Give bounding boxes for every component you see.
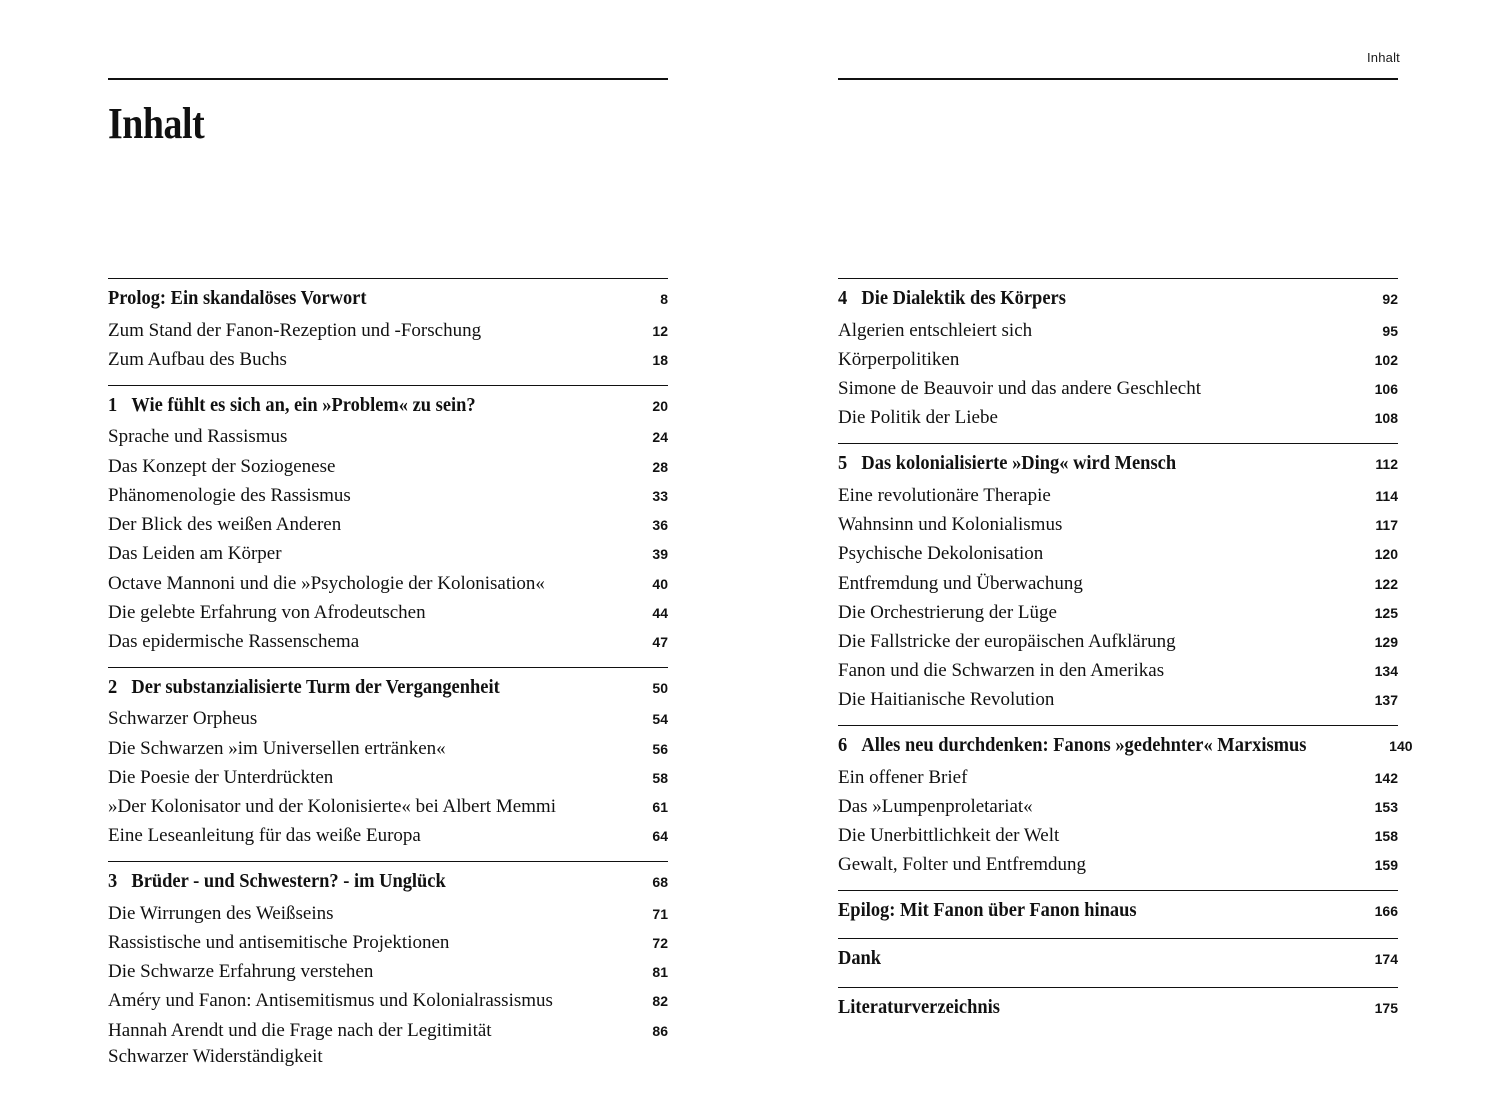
- group-rule: [838, 890, 1398, 891]
- toc-entry-title: Das Konzept der Soziogenese: [108, 455, 336, 477]
- toc-entry-row[interactable]: [108, 987, 668, 1016]
- toc-entry-title: Octave Mannoni und die »Psychologie der Kolonisation«: [108, 572, 545, 594]
- toc-chapter-row[interactable]: [838, 944, 1398, 976]
- toc-entry-page-number: 125: [1374, 604, 1398, 621]
- toc-chapter-number: 6: [838, 734, 848, 757]
- toc-entry-label: [838, 687, 1356, 713]
- toc-group: [108, 385, 668, 657]
- toc-entry-label: [108, 571, 626, 597]
- toc-chapter-label: [838, 945, 1304, 971]
- toc-chapter-label: [838, 994, 1304, 1020]
- toc-entry-label: [838, 483, 1356, 509]
- group-rule: [108, 861, 668, 862]
- toc-chapter-label: [838, 450, 1304, 476]
- toc-entry-label: [108, 541, 626, 567]
- toc-chapter-row[interactable]: [108, 284, 668, 316]
- toc-entry-row[interactable]: [108, 569, 668, 598]
- toc-entry-label: [838, 405, 1356, 431]
- group-rule: [838, 987, 1398, 988]
- toc-entry-page-number: 40: [652, 575, 668, 592]
- toc-entry-title: Das epidermische Rassenschema: [108, 630, 360, 652]
- toc-entry-page-number: 129: [1374, 633, 1398, 650]
- toc-entry-label: [108, 988, 626, 1014]
- toc-chapter-row[interactable]: [838, 896, 1398, 928]
- toc-entry-label: [108, 600, 626, 626]
- toc-entry-title: Die Schwarzen »im Universellen ertränken«: [108, 737, 446, 759]
- toc-entry-page-number: 47: [652, 633, 668, 650]
- toc-chapter-label: [838, 732, 1317, 758]
- toc-chapter-title: Literaturverzeichnis: [838, 995, 1000, 1018]
- header-rule-right: [838, 78, 1398, 80]
- toc-entry-title: Das Leiden am Körper: [108, 543, 282, 565]
- toc-entry-label: [108, 930, 626, 956]
- toc-group: [108, 861, 668, 1072]
- group-rule: [108, 385, 668, 386]
- toc-entry-label: [108, 318, 626, 344]
- toc-entry-label: [108, 765, 626, 791]
- toc-chapter-row[interactable]: [108, 867, 668, 899]
- toc-entry-row[interactable]: [108, 734, 668, 763]
- toc-entry-label: [838, 600, 1356, 626]
- running-head: Inhalt: [1366, 50, 1400, 65]
- group-rule: [108, 667, 668, 668]
- toc-chapter-title: Das kolonialisierte »Ding« wird Mensch: [861, 452, 1177, 475]
- toc-entry-title: Die Poesie der Unterdrückten: [108, 766, 334, 788]
- toc-entry-title: Zum Stand der Fanon-Rezeption und -Forschung: [108, 319, 482, 341]
- toc-entry-label: [838, 347, 1356, 373]
- toc-entry-row[interactable]: [838, 481, 1398, 510]
- toc-entry-title: Rassistische und antisemitische Projektionen: [108, 931, 450, 953]
- toc-chapter-number: 5: [838, 452, 848, 475]
- toc-entry-row[interactable]: [108, 627, 668, 656]
- toc-entry-title: Eine revolutionäre Therapie: [838, 484, 1051, 506]
- toc-entry-title: Das »Lumpenproletariat«: [838, 796, 1033, 818]
- toc-entry-page-number: 12: [652, 322, 668, 339]
- toc-chapter-label: [108, 392, 574, 418]
- toc-entry-label: [108, 736, 626, 762]
- toc-entry-page-number: 71: [652, 905, 668, 922]
- toc-group: [838, 987, 1398, 1025]
- toc-entry-label: [108, 823, 626, 849]
- toc-entry-page-number: 117: [1375, 517, 1398, 534]
- toc-entry-label: [108, 794, 626, 820]
- toc-entry-row[interactable]: [838, 627, 1398, 656]
- toc-chapter-page-number: 20: [652, 397, 668, 414]
- toc-entry-label: [108, 454, 626, 480]
- toc-entry-title: Schwarzer Orpheus: [108, 708, 258, 730]
- group-rule: [838, 443, 1398, 444]
- toc-entry-label: [838, 571, 1356, 597]
- toc-entry-label: [108, 483, 626, 509]
- toc-entry-row[interactable]: [838, 569, 1398, 598]
- toc-entry-title: Gewalt, Folter und Entfremdung: [838, 854, 1087, 876]
- toc-entry-row[interactable]: [838, 404, 1398, 433]
- toc-chapter-label: [838, 897, 1304, 923]
- toc-entry-page-number: 102: [1374, 351, 1398, 368]
- toc-entry-label: [838, 765, 1356, 791]
- toc-entry-page-number: 56: [652, 740, 668, 757]
- toc-entry-title: Wahnsinn und Kolonialismus: [838, 514, 1063, 536]
- toc-entry-row[interactable]: [108, 423, 668, 452]
- toc-entry-row[interactable]: [108, 822, 668, 851]
- toc-entry-page-number: 86: [652, 1022, 668, 1039]
- toc-entry-row[interactable]: [108, 763, 668, 792]
- toc-entry-title: Eine Leseanleitung für das weiße Europa: [108, 825, 421, 847]
- toc-entry-page-number: 153: [1374, 799, 1398, 816]
- toc-entry-row[interactable]: [108, 511, 668, 540]
- toc-entry-label: [108, 347, 626, 373]
- toc-entry-page-number: 158: [1374, 828, 1398, 845]
- toc-entry-row[interactable]: [838, 763, 1398, 792]
- toc-entry-page-number: 24: [652, 429, 668, 446]
- toc-group: [108, 667, 668, 851]
- toc-entry-row[interactable]: [838, 822, 1398, 851]
- toc-entry-label: [838, 629, 1356, 655]
- toc-entry-page-number: 36: [652, 517, 668, 534]
- toc-group: [838, 725, 1413, 880]
- toc-entry-row[interactable]: [838, 598, 1398, 627]
- toc-entry-row[interactable]: [108, 793, 668, 822]
- toc-chapter-row[interactable]: [838, 449, 1398, 481]
- toc-chapter-title: Der substanzialisierte Turm der Vergangenheit: [131, 675, 500, 698]
- toc-entry-label: [838, 376, 1356, 402]
- toc-chapter-row[interactable]: [838, 731, 1413, 763]
- toc-entry-title: Die Orchestrierung der Lüge: [838, 601, 1057, 623]
- toc-entry-page-number: 159: [1374, 857, 1398, 874]
- toc-entry-title: Algerien entschleiert sich: [838, 319, 1033, 341]
- toc-chapter-page-number: 92: [1382, 291, 1398, 307]
- toc-entry-page-number: 81: [652, 964, 668, 981]
- toc-entry-label: [108, 629, 626, 655]
- toc-entry-row[interactable]: [108, 481, 668, 510]
- toc-chapter-title: Prolog: Ein skandalöses Vorwort: [108, 287, 367, 309]
- toc-entry-row[interactable]: [838, 316, 1398, 345]
- toc-chapter-page-number: 166: [1374, 903, 1398, 920]
- toc-entry-title: Der Blick des weißen Anderen: [108, 514, 342, 536]
- toc-entry-label: [838, 852, 1356, 878]
- group-rule: [838, 278, 1398, 279]
- toc-entry-row[interactable]: [838, 793, 1398, 822]
- toc-chapter-label: [108, 868, 574, 894]
- toc-entry-page-number: 82: [652, 993, 668, 1010]
- toc-entry-page-number: 28: [652, 458, 668, 475]
- toc-entry-row[interactable]: [108, 899, 668, 928]
- toc-entry-label: [108, 901, 626, 927]
- toc-entry-title: Die Politik der Liebe: [838, 407, 998, 429]
- toc-entry-label: [838, 794, 1356, 820]
- toc-entry-title: Die Unerbittlichkeit der Welt: [838, 825, 1060, 847]
- toc-chapter-title: Brüder - und Schwestern? - im Unglück: [131, 869, 446, 892]
- toc-entry-title-line2: Schwarzer Widerständigkeit: [108, 1045, 323, 1067]
- toc-entry-page-number: 137: [1374, 692, 1398, 709]
- toc-group: [838, 890, 1398, 928]
- toc-chapter-page-number: 68: [652, 873, 668, 890]
- toc-entry-row[interactable]: [108, 452, 668, 481]
- toc-entry-row[interactable]: [838, 345, 1398, 374]
- toc-chapter-page-number: 175: [1374, 999, 1398, 1016]
- toc-entry-title: Simone de Beauvoir und das andere Geschlecht: [838, 378, 1201, 400]
- toc-entry-title: Die Wirrungen des Weißseins: [108, 902, 334, 924]
- toc-entry-label: [838, 823, 1356, 849]
- toc-group: [838, 938, 1398, 976]
- toc-entry-title: Die Schwarze Erfahrung verstehen: [108, 961, 374, 983]
- toc-chapter-label: [108, 674, 574, 700]
- page-title: Inhalt: [108, 99, 205, 148]
- toc-entry-row[interactable]: [108, 316, 668, 345]
- toc-entry-page-number: 61: [652, 799, 668, 816]
- toc-entry-page-number: 39: [652, 546, 668, 563]
- toc-entry-label: [838, 318, 1356, 344]
- toc-entry-page-number: 106: [1374, 381, 1398, 398]
- toc-entry-row[interactable]: [838, 540, 1398, 569]
- toc-entry-row[interactable]: [108, 540, 668, 569]
- toc-entry-page-number: 95: [1382, 322, 1398, 339]
- toc-entry-page-number: 58: [652, 769, 668, 786]
- toc-chapter-label: [108, 285, 574, 311]
- toc-chapter-title: Wie fühlt es sich an, ein »Problem« zu sein?: [131, 393, 476, 416]
- group-rule: [108, 278, 668, 279]
- group-rule: [838, 725, 1398, 726]
- toc-chapter-row[interactable]: [108, 673, 668, 705]
- toc-entry-row[interactable]: [838, 851, 1398, 880]
- toc-entry-title: Zum Aufbau des Buchs: [108, 348, 287, 370]
- toc-entry-row[interactable]: [838, 686, 1398, 715]
- toc-entry-title: Die gelebte Erfahrung von Afrodeutschen: [108, 601, 426, 623]
- toc-entry-label: [838, 658, 1356, 684]
- toc-column-left: [108, 278, 668, 1082]
- toc-entry-title: Ein offener Brief: [838, 766, 968, 788]
- toc-entry-label: [108, 706, 626, 732]
- toc-group: [108, 278, 668, 375]
- toc-entry-label: [838, 512, 1356, 538]
- toc-chapter-row[interactable]: [838, 284, 1398, 316]
- toc-entry-row[interactable]: [838, 511, 1398, 540]
- toc-entry-page-number: 108: [1374, 410, 1398, 427]
- toc-chapter-page-number: 50: [652, 679, 668, 696]
- toc-chapter-number: 3: [108, 869, 118, 892]
- toc-entry-label: [838, 541, 1356, 567]
- toc-column-right: [838, 278, 1413, 1035]
- right-page-header: [838, 78, 1398, 80]
- toc-chapter-title: Die Dialektik des Körpers: [861, 287, 1066, 309]
- toc-chapter-title: Alles neu durchdenken: Fanons »gedehnter« Marxismus: [861, 734, 1307, 757]
- toc-chapter-title: Epilog: Mit Fanon über Fanon hinaus: [838, 899, 1137, 922]
- toc-entry-label: [108, 1018, 626, 1070]
- toc-chapter-page-number: 112: [1375, 456, 1398, 473]
- toc-entry-title: Sprache und Rassismus: [108, 426, 288, 448]
- toc-entry-page-number: 142: [1374, 769, 1398, 786]
- toc-entry-page-number: 18: [652, 351, 668, 368]
- toc-entry-label: [108, 424, 626, 450]
- toc-entry-row[interactable]: [838, 657, 1398, 686]
- toc-entry-page-number: 64: [652, 828, 668, 845]
- toc-entry-title: Die Fallstricke der europäischen Aufklärung: [838, 630, 1176, 652]
- toc-entry-title: Améry und Fanon: Antisemitismus und Kolonialrassismus: [108, 990, 553, 1012]
- toc-entry-title: Fanon und die Schwarzen in den Amerikas: [838, 660, 1165, 682]
- group-rule: [838, 938, 1398, 939]
- toc-entry-page-number: 114: [1375, 487, 1398, 504]
- toc-chapter-number: 1: [108, 393, 118, 416]
- toc-entry-page-number: 44: [652, 604, 668, 621]
- toc-chapter-number: 4: [838, 287, 848, 309]
- toc-entry-row[interactable]: [108, 345, 668, 374]
- toc-entry-page-number: 134: [1374, 663, 1398, 680]
- toc-group: [838, 443, 1398, 715]
- toc-entry-title: Psychische Dekolonisation: [838, 543, 1044, 565]
- toc-entry-page-number: 33: [652, 487, 668, 504]
- toc-entry-title: »Der Kolonisator und der Kolonisierte« bei Albert Memmi: [108, 796, 556, 818]
- toc-chapter-page-number: 174: [1374, 951, 1398, 968]
- toc-entry-label: [108, 512, 626, 538]
- toc-entry-page-number: 72: [652, 934, 668, 951]
- toc-entry-title: Die Haitianische Revolution: [838, 689, 1055, 711]
- toc-chapter-label: [838, 285, 1304, 311]
- toc-chapter-row[interactable]: [838, 993, 1398, 1025]
- header-rule: [108, 78, 668, 80]
- left-page-header: [108, 78, 668, 146]
- toc-entry-row[interactable]: [108, 705, 668, 734]
- toc-entry-title: Entfremdung und Überwachung: [838, 572, 1083, 594]
- toc-entry-title: Hannah Arendt und die Frage nach der Legitimität: [108, 1019, 492, 1041]
- toc-chapter-number: 2: [108, 675, 118, 698]
- toc-entry-row[interactable]: [108, 1016, 668, 1071]
- toc-entry-row[interactable]: [108, 928, 668, 957]
- toc-entry-label: [108, 959, 626, 985]
- toc-entry-page-number: 122: [1374, 575, 1398, 592]
- toc-entry-row[interactable]: [108, 958, 668, 987]
- toc-chapter-row[interactable]: [108, 391, 668, 423]
- toc-chapter-page-number: 8: [660, 291, 668, 307]
- toc-group: [838, 278, 1398, 433]
- toc-chapter-page-number: 140: [1389, 738, 1413, 755]
- toc-entry-title: Körperpolitiken: [838, 348, 960, 370]
- toc-entry-row[interactable]: [838, 375, 1398, 404]
- toc-entry-page-number: 54: [652, 711, 668, 728]
- toc-entry-page-number: 120: [1374, 546, 1398, 563]
- toc-chapter-title: Dank: [838, 947, 882, 970]
- toc-entry-row[interactable]: [108, 598, 668, 627]
- toc-entry-title: Phänomenologie des Rassismus: [108, 484, 351, 506]
